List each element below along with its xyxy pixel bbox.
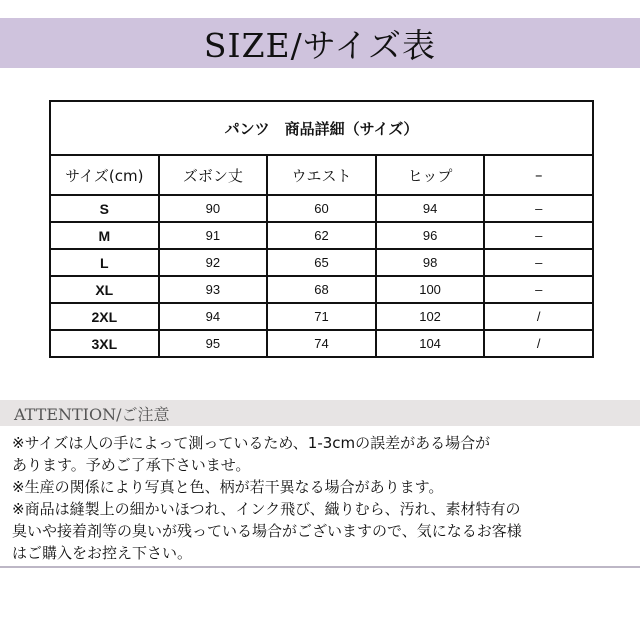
note-line: あります。予めご了承下さいませ。 [12,456,251,474]
note-line: ※サイズは人の手によって測っているため、1-3cmの誤差がある場合が [12,434,491,452]
header-hip: ヒップ [376,155,485,195]
attention-banner [0,400,640,426]
cell-extra: – [484,222,593,249]
cell-pants-length: 94 [159,303,268,330]
cell-waist: 68 [267,276,376,303]
cell-hip: 104 [376,330,485,357]
cell-pants-length: 90 [159,195,268,222]
cell-extra: – [484,249,593,276]
cell-waist: 71 [267,303,376,330]
note-line: 臭いや接着剤等の臭いが残っている場合がございますので、気になるお客様 [12,522,522,540]
table-header-row [50,155,593,195]
cell-size: M [50,222,159,249]
header-waist: ウエスト [267,155,376,195]
cell-waist: 60 [267,195,376,222]
cell-extra: – [484,276,593,303]
cell-waist: 62 [267,222,376,249]
cell-extra: – [484,195,593,222]
size-table [49,100,594,358]
table-row [50,330,593,357]
cell-pants-length: 93 [159,276,268,303]
bottom-divider [0,566,640,568]
cell-size: XL [50,276,159,303]
table-row [50,249,593,276]
cell-size: L [50,249,159,276]
table-row [50,222,593,249]
cell-pants-length: 92 [159,249,268,276]
cell-extra: / [484,330,593,357]
header-extra: – [484,155,593,195]
cell-extra: / [484,303,593,330]
note-line: ※商品は縫製上の細かいほつれ、インク飛び、織りむら、汚れ、素材特有の [12,500,521,518]
cell-hip: 102 [376,303,485,330]
cell-waist: 65 [267,249,376,276]
cell-hip: 96 [376,222,485,249]
title-banner [0,18,640,68]
header-size: サイズ(cm) [50,155,159,195]
table-caption: パンツ 商品詳細（サイズ） [50,101,593,155]
note-line: ※生産の関係により写真と色、柄が若干異なる場合があります。 [12,478,444,496]
header-pants-length: ズボン丈 [159,155,268,195]
table-row [50,303,593,330]
cell-waist: 74 [267,330,376,357]
table-row [50,276,593,303]
attention-notes [12,432,632,564]
cell-hip: 100 [376,276,485,303]
table-row [50,195,593,222]
cell-pants-length: 95 [159,330,268,357]
page-title: SIZE/サイズ表 [203,25,437,65]
cell-pants-length: 91 [159,222,268,249]
note-line: はご購入をお控え下さい。 [12,544,193,562]
cell-size: 3XL [50,330,159,357]
cell-size: S [50,195,159,222]
attention-heading: ATTENTION/ご注意 [14,404,170,424]
cell-size: 2XL [50,303,159,330]
cell-hip: 94 [376,195,485,222]
cell-hip: 98 [376,249,485,276]
